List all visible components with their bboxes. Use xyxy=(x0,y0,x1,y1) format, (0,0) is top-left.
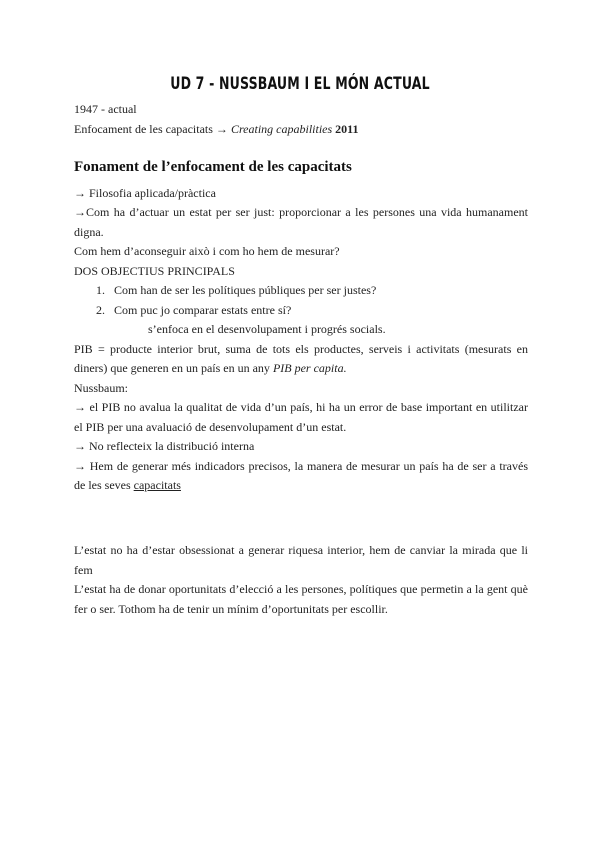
focus-line: s’enfoca en el desenvolupament i progrés socials. xyxy=(148,322,386,336)
capacitats-underlined: capacitats xyxy=(133,478,181,492)
pib-per-capita: PIB per capita. xyxy=(272,361,347,375)
document-title: UD 7 - NUSSBAUM I EL MÓN ACTUAL xyxy=(170,74,430,94)
closing-paragraph-1: L’estat no ha d’estar obsessionat a generar riquesa interior, hem de canviar la mirada que li fem xyxy=(74,543,528,577)
main-section xyxy=(74,158,528,496)
nussbaum-label: Nussbaum: xyxy=(74,380,128,395)
critique-pib-quality: → el PIB no avalua la qualitat de vida d’un país, hi ha un error de base important en utilitzar el PIB per una avaluació de desenvolupament d’un estat. xyxy=(74,400,528,434)
list-item: 2. Com puc jo comparar estats entre sí? xyxy=(108,301,528,321)
section-heading: Fonament de l’enfocament de les capacitats xyxy=(74,159,352,175)
critique-indicators-text: → Hem de generar més indicadors precisos, la manera de mesurar un país ha de ser a través de les seves xyxy=(74,458,528,492)
line-state-justice: →Com ha d’actuar un estat per ser just: proporcionar a les persones una vida humanament digna. xyxy=(74,205,528,239)
closing-section xyxy=(74,541,528,619)
pib-text: PIB = producte interior brut, suma de tots els productes, serveis i activitats (mesurats en diners) que generen en un país en un any xyxy=(74,341,528,375)
closing-paragraph-2: L’estat ha de donar oportunitats d’elecció a les persones, polítiques que permetin a la gent què fer o ser. Tothom ha de tenir un mínim d’oportunitats per escollir. xyxy=(74,582,528,616)
approach-line xyxy=(74,120,528,140)
intro-block xyxy=(74,100,528,139)
line-applied-philosophy: → Filosofia aplicada/pràctica xyxy=(74,185,216,200)
line-two-objectives: DOS OBJECTIUS PRINCIPALS xyxy=(74,263,235,278)
critique-distribution: → No reflecteix la distribució interna xyxy=(74,439,255,453)
dates-line: 1947 - actual xyxy=(74,102,137,116)
book-year: 2011 xyxy=(335,121,359,136)
book-title: Creating capabilities xyxy=(230,121,333,136)
line-how-measure: Com hem d’aconseguir això i com ho hem de mesurar? xyxy=(74,244,340,258)
list-item: 1. Com han de ser les polítiques públiques per ser justes? xyxy=(108,281,528,301)
critique-indicators xyxy=(74,457,528,496)
pib-definition xyxy=(74,340,528,379)
approach-prefix: Enfocament de les capacitats → xyxy=(74,121,231,136)
objectives-list xyxy=(74,281,528,320)
